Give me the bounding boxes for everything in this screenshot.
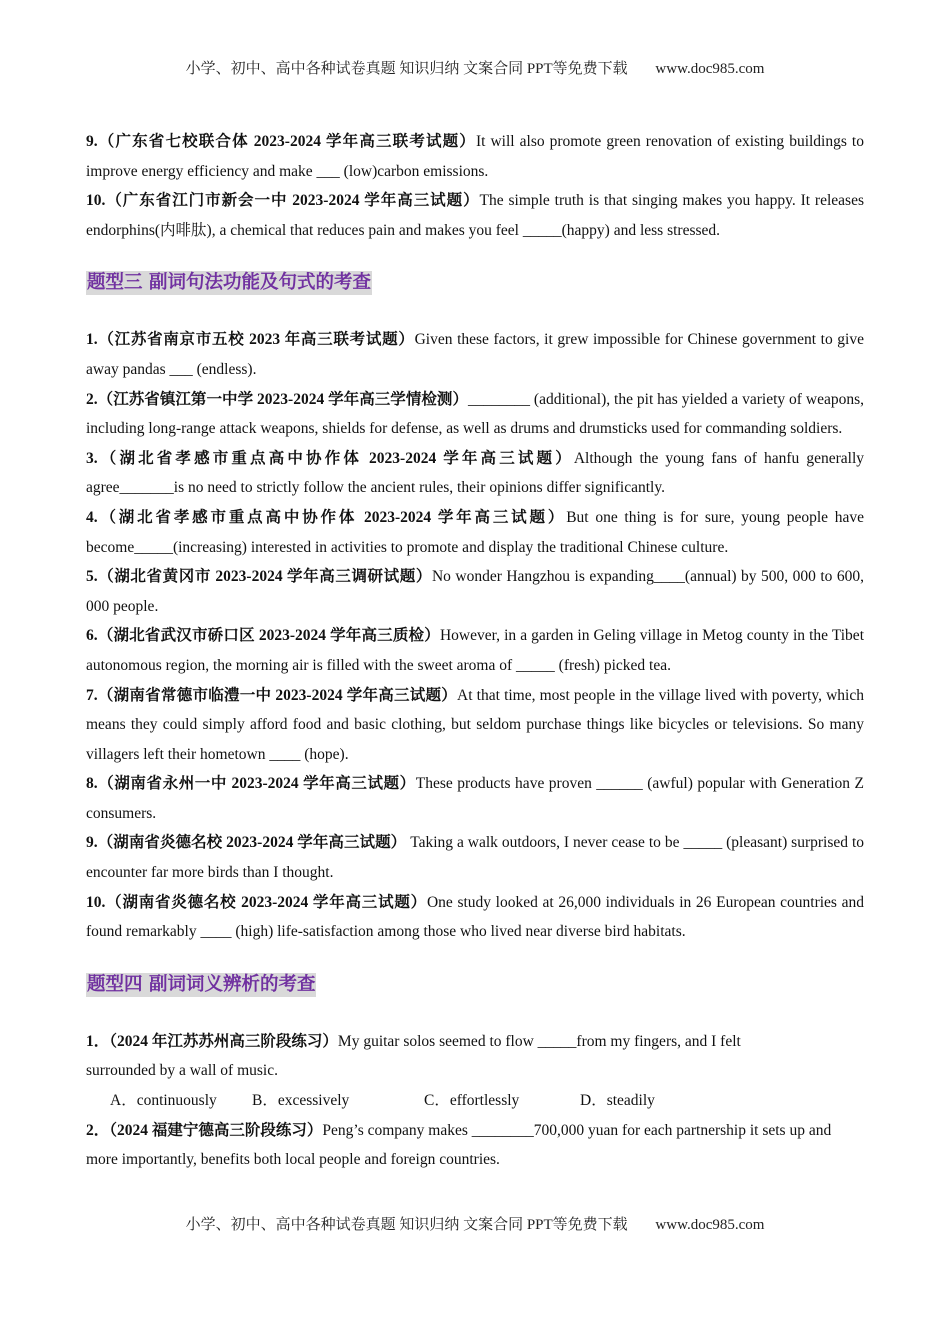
question-source: （广东省七校联合体 2023-2024 学年高三联考试题） [97, 133, 476, 150]
question-number: 10. [86, 893, 106, 911]
document-body [86, 127, 864, 1175]
page-header [0, 57, 950, 78]
question-source: （湖北省孝感市重点高中协作体 2023-2024 学年高三试题） [97, 449, 574, 467]
question-text: It will also promote green renovation of existing buildings to improve energy efficiency and make ___ (low)carbon emissions. [86, 133, 864, 180]
question-3 [86, 444, 864, 503]
question-text: The simple truth is that singing makes you happy. It releases endorphins(内啡肽), a chemical that reduces pain and makes you feel _____(happy) and less stressed. [86, 192, 864, 239]
section2-tail [86, 127, 864, 245]
question-number: 7. [86, 686, 98, 704]
section4-heading: 题型四 副词词义辨析的考查 [87, 973, 316, 995]
option-d[interactable]: D．steadily [580, 1092, 655, 1110]
header-text: 小学、初中、高中各种试卷真题 知识归纳 文案合同 PPT等免费下载 [185, 61, 628, 77]
question-source: （湖北省孝感市重点高中协作体 2023-2024 学年高三试题） [97, 508, 567, 526]
question-text: No wonder Hangzhou is expanding____(annual) by 500, 000 to 600, 000 people. [86, 568, 864, 615]
question-text: Taking a walk outdoors, I never cease to be _____ (pleasant) surprised to encounter far more birds than I thought. [86, 834, 865, 882]
question-text: Although the young fans of hanfu generally agree_______is no need to strictly follow the ancient rules, their opinions differ significantly. [86, 449, 864, 497]
question-8 [86, 769, 864, 828]
question-source: （湖北省武汉市硚口区 2023-2024 学年高三质检） [97, 627, 440, 645]
header-url[interactable]: www.doc985.com [655, 61, 765, 77]
question-9 [86, 828, 864, 887]
question-5 [86, 562, 864, 621]
question-1 [86, 1027, 806, 1086]
question-number: 4. [86, 508, 98, 526]
question-10 [86, 888, 864, 947]
section3-heading: 题型三 副词句法功能及句式的考查 [87, 272, 371, 294]
question-6 [86, 621, 864, 680]
question-source: （湖南省炎德名校 2023-2024 学年高三试题） [105, 893, 427, 911]
question-text: But one thing is for sure, young people have become_____(increasing) interested in activities to promote and display the traditional Chinese culture. [86, 508, 864, 556]
question-source: （湖北省黄冈市 2023-2024 学年高三调研试题） [97, 568, 432, 586]
question-number: 10. [86, 192, 106, 210]
section3-items [86, 325, 864, 946]
option-c[interactable]: C．effortlessly [424, 1092, 520, 1110]
section4-items [86, 1027, 864, 1175]
question-number: 1. [86, 331, 98, 349]
question-source: （2024 福建宁德高三阶段练习） [109, 1121, 323, 1139]
question-2 [86, 1116, 864, 1175]
question-source: （湖南省常德市临澧一中 2023-2024 学年高三试题） [97, 686, 458, 704]
question-9 [86, 127, 864, 186]
question-number: 9. [86, 133, 98, 150]
footer-text: 小学、初中、高中各种试卷真题 知识归纳 文案合同 PPT等免费下载 [185, 1217, 628, 1233]
question-number: 1． [86, 1032, 110, 1050]
question-text: At that time, most people in the village lived with poverty, which means they could simply afford food and basic clothing, but seldom purchase things like bicycles or televisions. So many villagers left their hometown ____ (hope). [86, 686, 864, 763]
question-4 [86, 503, 864, 562]
question-number: 9. [86, 834, 98, 852]
question-source: （广东省江门市新会一中 2023-2024 学年高三试题） [105, 192, 480, 210]
option-b[interactable]: B．excessively [252, 1092, 350, 1110]
question-number: 6. [86, 627, 98, 645]
question-source: （湖南省炎德名校 2023-2024 学年高三试题） [97, 834, 407, 852]
question-7 [86, 681, 864, 770]
question-source: （2024 年江苏苏州高三阶段练习） [109, 1032, 338, 1050]
option-a[interactable]: A．continuously [110, 1092, 217, 1110]
page-footer [0, 1213, 950, 1234]
question-1 [86, 325, 864, 384]
question-text: Peng’s company makes ________700,000 yuan for each partnership it sets up and more importantly, benefits both local people and foreign countries. [86, 1121, 832, 1169]
question-text: One study looked at 26,000 individuals in 26 European countries and found remarkably ____ (high) life-satisfaction among those who lived near diverse bird habitats. [86, 893, 865, 941]
question-source: （江苏省镇江第一中学 2023-2024 学年高三学情检测） [97, 390, 469, 408]
question-number: 3. [86, 449, 98, 467]
question-10 [86, 186, 864, 245]
question-text: These products have proven ______ (awful) popular with Generation Z consumers. [86, 775, 864, 822]
footer-url[interactable]: www.doc985.com [655, 1217, 765, 1233]
question-text: My guitar solos seemed to flow _____from my fingers, and I felt surrounded by a wall of music. [86, 1032, 741, 1080]
question-2 [86, 385, 864, 444]
question-number: 8. [86, 775, 98, 793]
question-number: 2. [86, 390, 98, 408]
question-number: 2． [86, 1121, 110, 1139]
question-number: 5. [86, 568, 98, 586]
question-text: ________ (additional), the pit has yielded a variety of weapons, including long-range attack weapons, shields for defense, as well as drums and drumsticks used for commanding soldiers. [86, 390, 864, 438]
question-text: However, in a garden in Geling village in Metog county in the Tibet autonomous region, the morning air is filled with the sweet aroma of _____ (fresh) picked tea. [86, 627, 864, 674]
question-source: （湖南省永州一中 2023-2024 学年高三试题） [97, 775, 416, 793]
question-source: （江苏省南京市五校 2023 年高三联考试题） [97, 331, 415, 349]
question-text: Given these factors, it grew impossible for Chinese government to give away pandas ___ (endless). [86, 331, 864, 378]
answer-options [86, 1086, 864, 1116]
